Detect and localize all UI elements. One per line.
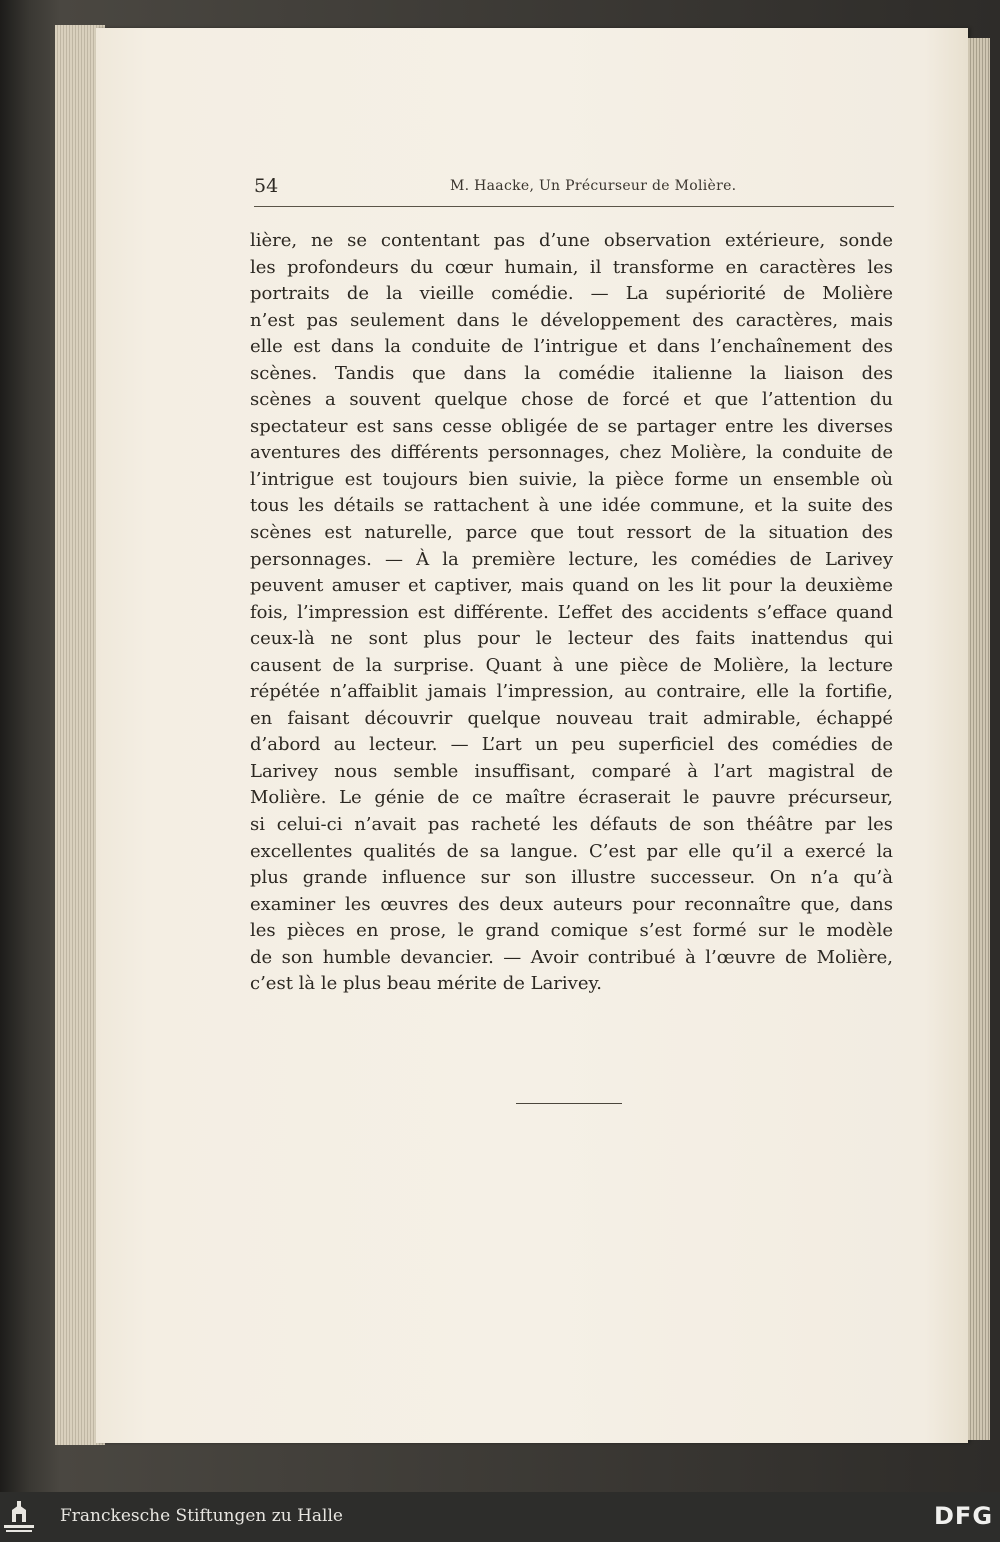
- text-line: examiner les œuvres des deux auteurs pour reconnaître que, dans: [250, 893, 893, 915]
- text-line: portraits de la vieille comédie. — La supériorité de Molière: [250, 283, 893, 305]
- text-line: en faisant découvrir quelque nouveau trait admirable, échappé: [250, 707, 893, 729]
- dfg-logo: DFG: [934, 1502, 994, 1530]
- text-line: les pièces en prose, le grand comique s’est formé sur le modèle: [250, 920, 893, 942]
- text-line: lière, ne se contentant pas d’une observation extérieure, sonde: [250, 230, 893, 251]
- page-stack-right: [968, 38, 990, 1440]
- text-line: causent de la surprise. Quant à une pièce de Molière, la lecture: [250, 654, 893, 676]
- text-line: fois, l’impression est différente. L’effet des accidents s’efface quand: [250, 601, 893, 623]
- text-line: personnages. — À la première lecture, les comédies de Larivey: [250, 548, 893, 570]
- text-line: elle est dans la conduite de l’intrigue et dans l’enchaînement des: [250, 336, 893, 358]
- running-head: M. Haacke, Un Précurseur de Molière.: [450, 178, 737, 194]
- page-number: 54: [254, 175, 279, 197]
- text-line: plus grande influence sur son illustre successeur. On n’a qu’à: [250, 867, 893, 889]
- text-line: spectateur est sans cesse obligée de se partager entre les diverses: [250, 415, 893, 437]
- text-line: si celui-ci n’avait pas racheté les défauts de son théâtre par les: [250, 814, 893, 836]
- body-text: [250, 228, 893, 998]
- text-line: tous les détails se rattachent à une idée commune, et la suite des: [250, 495, 893, 517]
- footer-institution: Franckesche Stiftungen zu Halle: [60, 1506, 343, 1526]
- franckesche-stiftungen-logo-icon: [2, 1498, 36, 1536]
- text-line: ceux-là ne sont plus pour le lecteur des faits inattendus qui: [250, 628, 893, 650]
- text-line: scènes. Tandis que dans la comédie italienne la liaison des: [250, 362, 893, 384]
- text-line: excellentes qualités de sa langue. C’est par elle qu’il a exercé la: [250, 840, 893, 862]
- text-line: Larivey nous semble insuffisant, comparé à l’art magistral de: [250, 760, 893, 782]
- page-header: [254, 175, 892, 205]
- end-rule: [516, 1103, 622, 1104]
- text-line: c’est là le plus beau mérite de Larivey.: [250, 973, 602, 995]
- text-line: n’est pas seulement dans le développement des caractères, mais: [250, 309, 893, 331]
- text-line: Molière. Le génie de ce maître écraserait le pauvre précurseur,: [250, 787, 893, 809]
- header-rule: [254, 206, 894, 207]
- text-line: scènes a souvent quelque chose de forcé et que l’attention du: [250, 389, 893, 411]
- text-line: de son humble devancier. — Avoir contribué à l’œuvre de Molière,: [250, 946, 893, 968]
- text-line: aventures des différents personnages, chez Molière, la conduite de: [250, 442, 893, 464]
- text-line: d’abord au lecteur. — L’art un peu superficiel des comédies de: [250, 734, 893, 756]
- text-line: scènes est naturelle, parce que tout ressort de la situation des: [250, 522, 893, 544]
- text-line: peuvent amuser et captiver, mais quand on les lit pour la deuxième: [250, 575, 893, 597]
- footer-bar: [0, 1492, 1000, 1542]
- text-line: les profondeurs du cœur humain, il transforme en caractères les: [250, 256, 893, 278]
- text-line: répétée n’affaiblit jamais l’impression, au contraire, elle la fortifie,: [250, 681, 893, 703]
- text-line: l’intrigue est toujours bien suivie, la pièce forme un ensemble où: [250, 468, 893, 490]
